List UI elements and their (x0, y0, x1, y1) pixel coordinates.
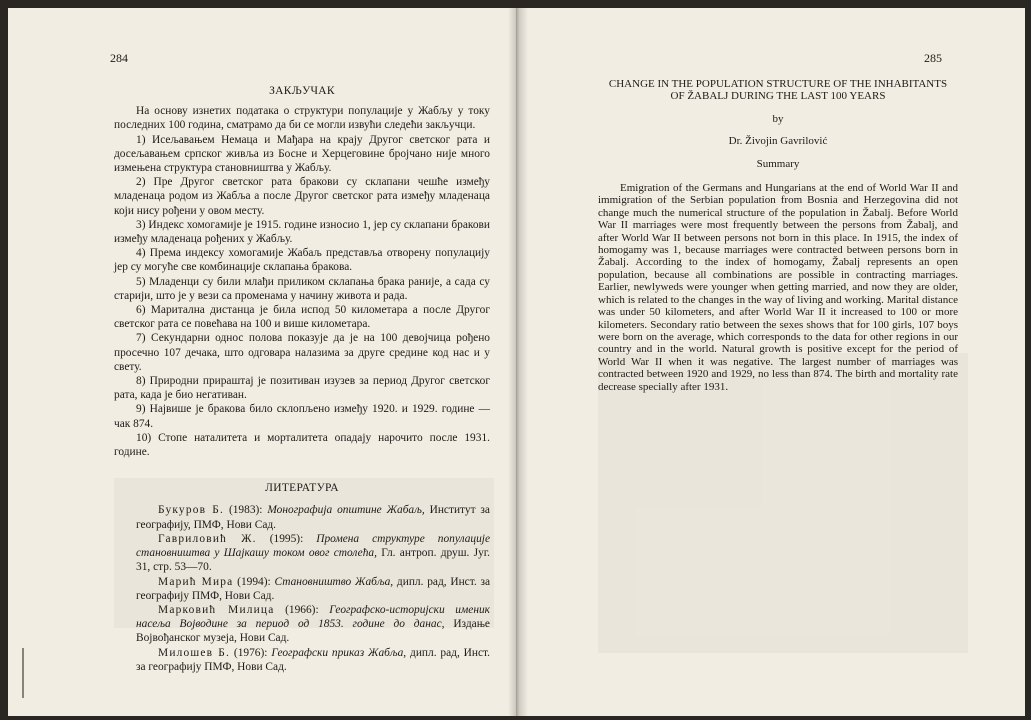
conclusion-item-3: 3) Индекс хомогамије је 1915. године износио 1, јер су склапани бракови између младенаца рођених у Жабљу. (114, 218, 490, 246)
reference-title: Географски приказ Жабља, (271, 646, 407, 659)
reference-entry (114, 575, 490, 603)
reference-entry (114, 503, 490, 531)
byline-author: Dr. Živojin Gavrilović (728, 135, 828, 148)
conclusion-item-10: 10) Стопе наталитета и морталитета опадају нарочито после 1931. године. (114, 431, 490, 459)
reference-details: Институт за географију, ПМФ, Нови Сад. (136, 504, 490, 531)
summary-paragraph: Emigration of the Germans and Hungarians at the end of World War II and immigration of the Serbian population from Bosnia and Herzegovina did not change much the numerical structure of the population in Žabalj. Before World War II marriages were most frequently between the persons from Žabalj, and after World War II between persons not born in this place. In 1915, the index of homogamy was 1, because marriages were contracted between persons born in Žabalj. According to the index of homogamy, Žabalj represents an open population, because all combinations are possible in contracting marriages. Earlier, newlyweds were younger when getting married, and now they are older, which is related to the changes in the way of living and working. Marital distance was under 50 kilometers, and after World War II it increased to 100 or more kilometers. Secondary ratio between the sexes shows that for 100 girls, 107 boys were born on the average, which corresponds to the data for other regions in our country and in the world. Natural growth is positive except for the period of World War II when it was negative. The largest number of marriages was contracted between 1920 and 1929, no less than 874. The birth and mortality rate decrease specially after 1931. (598, 182, 958, 393)
conclusion-list (114, 133, 490, 460)
conclusion-item-9: 9) Највише је бракова било склопљено између 1920. и 1929. године — чак 874. (114, 403, 490, 430)
reference-year: (1983): (228, 504, 263, 517)
reference-title: Промена структуре популације становништва у Шајкашу током овог столећа, (136, 532, 490, 560)
left-page (8, 8, 517, 716)
reference-details: дипл. рад, Инст. за географију ПМФ, Нови Сад. (136, 646, 490, 673)
book-gutter (508, 8, 528, 716)
reference-entry (114, 646, 490, 674)
left-page-body (114, 84, 490, 674)
reference-year: (1966): (285, 603, 319, 616)
right-page-body (598, 78, 958, 404)
reference-details: Гл. антроп. друш. Југ. 31, стр. 53—70. (136, 547, 490, 574)
conclusion-heading: ЗАКЉУЧАК (269, 85, 335, 97)
conclusion-item-1: 1) Исељавањем Немаца и Мађара на крају Другог светског рата и досељавањем српског живља из Босне и Херцеговине бројчано није много измењена структура становништва у Жабљу. (114, 133, 490, 175)
reference-author: Милошев Б. (158, 646, 231, 659)
conclusion-item-8: 8) Природни прираштај је позитиван изузев за период Другог светског рата, када је био негативан. (114, 375, 490, 402)
conclusion-item-2: 2) Пре Другог светског рата бракови су склапани чешће између младенаца родом из Жабља а после Другог светског рата између младенаца који нису рођени у овом месту. (114, 176, 490, 217)
reference-details: Издање Војвођанског музеја, Нови Сад. (136, 618, 490, 645)
right-page (518, 8, 1025, 716)
reference-title: Монографија општине Жабаљ, (267, 504, 425, 517)
reference-title: Становништво Жабља, (274, 575, 394, 588)
conclusion-item-6: 6) Маритална дистанца је била испод 50 километара а после Другог светског рата се повећава на 100 и више километара. (114, 304, 490, 331)
conclusion-item-4: 4) Према индексу хомогамије Жабаљ представља отворену популацију јер су могуће све комбинације склапања бракова. (114, 247, 490, 274)
reference-author: Марић Мира (158, 575, 234, 588)
reference-entry (114, 603, 490, 646)
reference-title: Географско-историјски именик насеља Војводине за период од 1853. године до данас, (136, 603, 491, 631)
reference-entry (114, 532, 490, 575)
reference-year: (1995): (269, 532, 304, 545)
page-edge-mark (22, 648, 24, 698)
reference-author: Гавриловић Ж. (158, 532, 257, 545)
conclusion-item-7: 7) Секундарни однос полова показује да је на 100 девојчица рођено просечно 107 дечака, што одговара налазима за друге средине код нас и у свету. (114, 332, 490, 373)
summary-label: Summary (756, 157, 800, 170)
reference-year: (1994): (237, 575, 271, 588)
conclusion-item-5: 5) Младенци су били млађи приликом склапања брака раније, а сада су старији, што је у вези са променама у начину живота и рада. (114, 275, 490, 302)
literature-heading: ЛИТЕРАТУРА (265, 482, 339, 495)
page-number-left: 284 (110, 51, 128, 65)
summary-title-line-2: OF ŽABALJ DURING THE LAST 100 YEARS (670, 90, 886, 103)
reference-author: Букуров Б. (158, 504, 225, 517)
summary-title-line-1: CHANGE IN THE POPULATION STRUCTURE OF THE INHABITANTS (608, 78, 948, 90)
reference-author: Марковић Милица (158, 603, 275, 616)
page-number-right: 285 (924, 51, 942, 65)
reference-details: дипл. рад, Инст. за географију ПМФ, Нови Сад. (136, 575, 490, 602)
reference-year: (1976): (233, 646, 268, 659)
conclusion-intro: На основу изнетих података о структури популације у Жабљу у току последних 100 година, сматрамо да би се могли извући следећи закључци. (114, 105, 490, 132)
byline-by: by (772, 112, 784, 125)
book-spread (8, 8, 1025, 716)
